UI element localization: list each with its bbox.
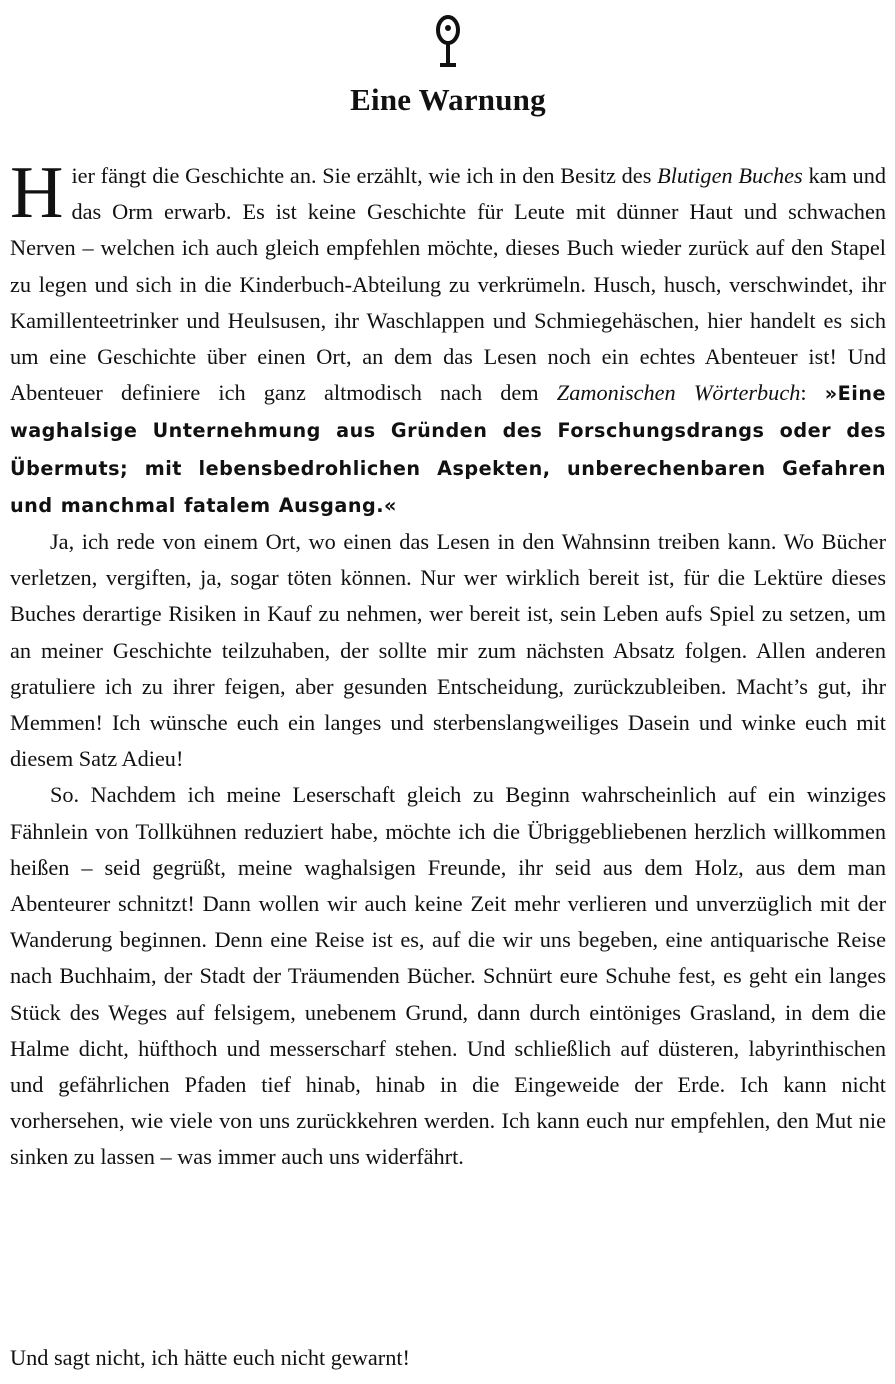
paragraph-3: So. Nachdem ich meine Leserschaft gleich zu Beginn wahrscheinlich auf ein winziges Fähnlein von Tollkühnen reduziert habe, möchte ich die Übriggebliebenen herzlich willkommen heißen – seid gegrüßt, meine waghalsigen Freunde, ihr seid aus dem Holz, aus dem man Abenteurer schnitzt! Dann wollen wir auch keine Zeit mehr verlieren und unverzüglich mit der Wanderung beginnen. Denn eine Reise ist es, auf die wir uns begeben, eine antiquarische Reise nach Buchhaim, der Stadt der Träumenden Bücher. Schnürt eure Schuhe fest, es geht ein langes Stück des Weges auf felsigem, unebenem Grund, dann durch eintöniges Grasland, in dem die Halme dicht, hüfthoch und messerscharf stehen. Und schließlich auf düsteren, labyrinthischen und gefährlichen Pfaden tief hinab, hinab in die Eingeweide der Erde. Ich kann nicht vorhersehen, wie viele von uns zurückkehren werden. Ich kann euch nur empfehlen, den Mut nie sinken zu lassen – was immer auch uns widerfährt. bbox=[10, 782, 886, 1170]
body-text bbox=[10, 152, 886, 1176]
ornament-icon-svg bbox=[434, 14, 462, 70]
paragraph-1-mid: kam und das Orm erwarb. Es ist keine Geschichte für Leute mit dünner Haut und schwachen Nerven – welchen ich auch gleich empfehlen möchte, dieses Buch wieder zurück auf den Stapel zu legen und sich in die Kinderbuch-Abteilung zu verkrümeln. Husch, husch, verschwindet, ihr Kamillenteetrinker und Heulsusen, ihr Waschlappen und Schmiegehäschen, hier handelt es sich um eine Geschichte über einen Ort, an dem das Lesen noch ein echtes Abenteuer ist! Und Abenteuer definiere ich ganz altmodisch nach dem bbox=[10, 163, 886, 406]
book-title-italic: Blutigen Buches bbox=[657, 163, 803, 188]
drop-cap: H bbox=[10, 152, 64, 234]
paragraph-1 bbox=[10, 152, 886, 524]
paragraph-1-colon: : bbox=[800, 380, 825, 406]
ornament-icon bbox=[10, 14, 886, 75]
dictionary-title-italic: Zamonischen Wörterbuch bbox=[556, 380, 801, 406]
chapter-title: Eine Warnung bbox=[350, 82, 546, 117]
definition-quote: »Eine waghalsige Unternehmung aus Gründen des Forschungsdrangs oder des Übermuts; mit lebensbedrohlichen Aspekten, unberechenbaren Gefahren und manchmal fatalem Ausgang.« bbox=[10, 382, 886, 517]
closing-line: Und sagt nicht, ich hätte euch nicht gewarnt! bbox=[10, 1345, 410, 1370]
paragraph-2: Ja, ich rede von einem Ort, wo einen das Lesen in den Wahnsinn treiben kann. Wo Bücher verletzen, vergiften, ja, sogar töten können. Nur wer wirklich bereit ist, für die Lektüre dieses Buches derartige Risiken in Kauf zu nehmen, wer bereit ist, sein Leben aufs Spiel zu setzen, um an meiner Geschichte teilzuhaben, der sollte mir zum nächsten Absatz folgen. Allen anderen gratuliere ich zu ihrer feigen, aber gesunden Entscheidung, zurückzubleiben. Macht’s gut, ihr Memmen! Ich wünsche euch ein langes und sterbenslangweiliges Dasein und winke euch mit diesem Satz Adieu! bbox=[10, 529, 886, 772]
paragraph-1-lead: ier fängt die Geschichte an. Sie erzählt, wie ich in den Besitz des bbox=[71, 163, 658, 188]
book-page bbox=[10, 0, 886, 1384]
